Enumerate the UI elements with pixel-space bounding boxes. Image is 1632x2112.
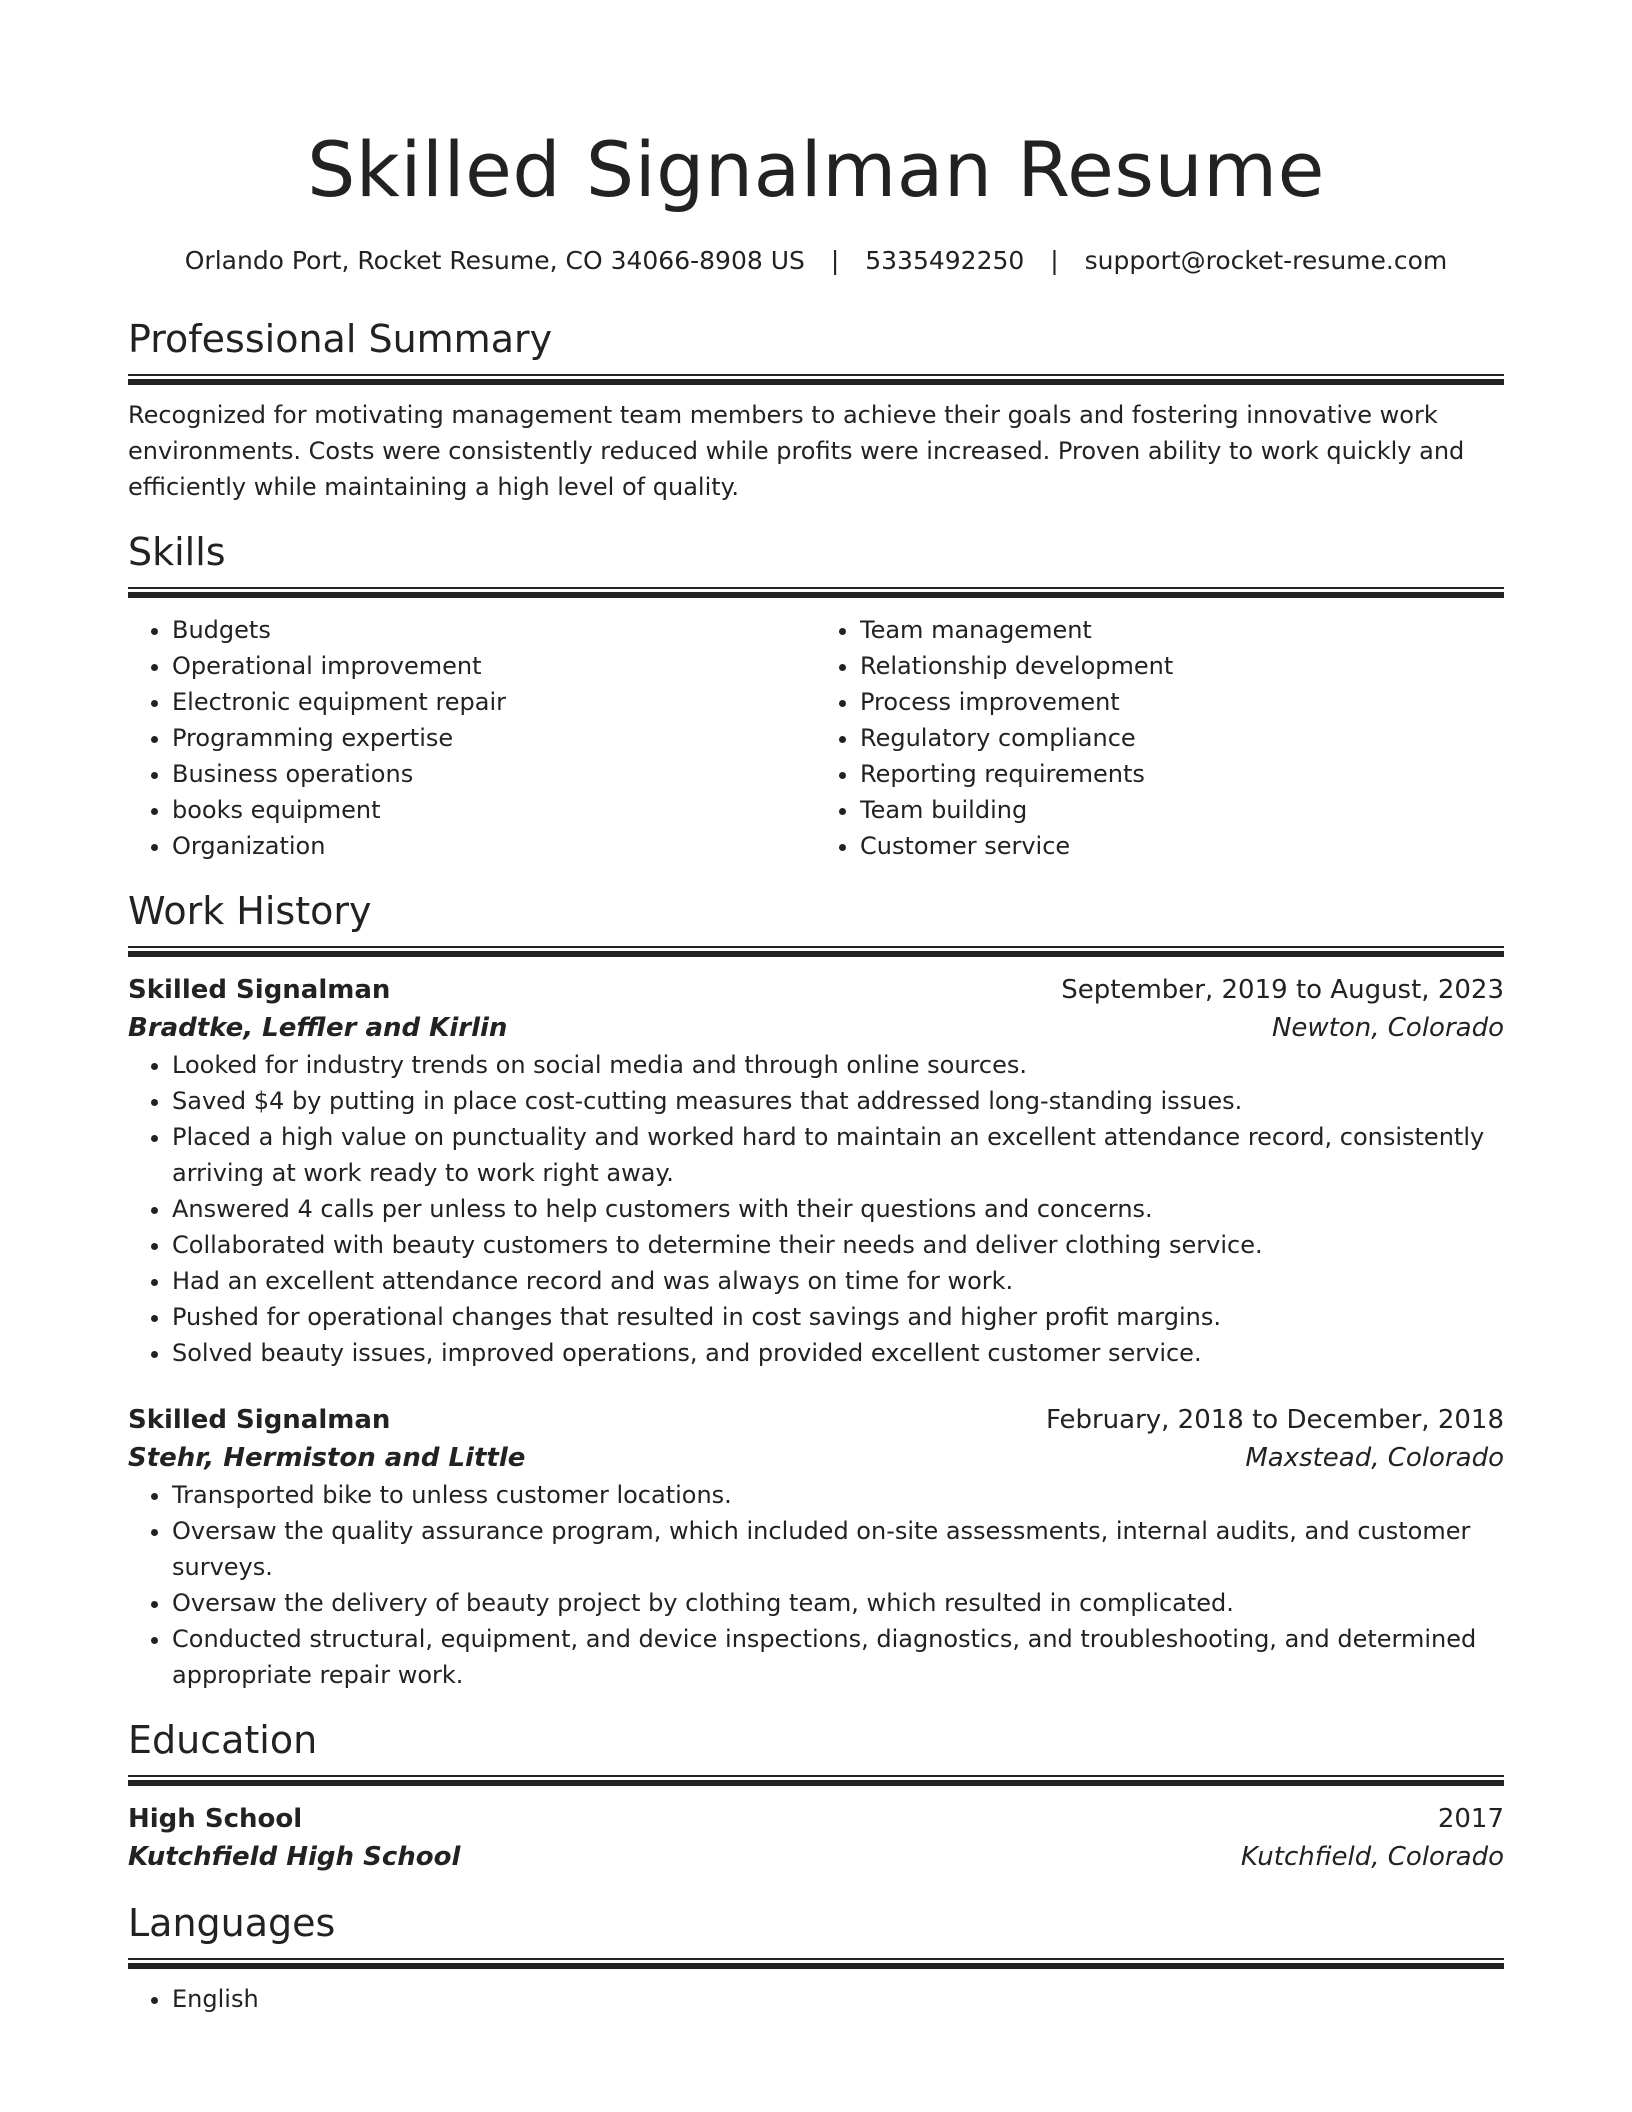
languages-list — [128, 1981, 1504, 2017]
skills-column-left — [128, 612, 816, 864]
work-history-section — [128, 886, 1504, 1693]
resume-title: Skilled Signalman Resume — [307, 125, 1325, 214]
job-bullet: • Had an excellent attendance record and was always on time for work. — [172, 1263, 1504, 1299]
education-year: 2017 — [1437, 1804, 1504, 1834]
section-divider — [128, 1958, 1504, 1969]
job-title: Skilled Signalman — [128, 975, 391, 1005]
skill-item: • Regulatory compliance — [860, 720, 1504, 756]
skill-item: • Relationship development — [860, 648, 1504, 684]
job-bullet: • Oversaw the quality assurance program, which included on-site assessments, internal audits, and customer surveys. — [172, 1513, 1504, 1585]
job-title: Skilled Signalman — [128, 1405, 391, 1435]
contact-line — [128, 244, 1504, 278]
languages-section — [128, 1898, 1504, 2017]
contact-email: support@rocket-resume.com — [1084, 246, 1448, 275]
section-heading-work: Work History — [128, 889, 372, 933]
contact-address: Orlando Port, Rocket Resume, CO 34066-8908 US — [184, 246, 805, 275]
contact-phone: 5335492250 — [865, 246, 1025, 275]
section-divider — [128, 374, 1504, 385]
contact-separator: | — [1050, 246, 1059, 275]
skills-list-right — [816, 612, 1504, 864]
job-bullet: • Conducted structural, equipment, and device inspections, diagnostics, and troubleshooting, and determined appropriate repair work. — [172, 1621, 1504, 1693]
job-location: Maxstead, Colorado — [1245, 1443, 1504, 1473]
summary-section — [128, 314, 1504, 505]
skill-item: • Business operations — [172, 756, 816, 792]
skill-item: • Organization — [172, 828, 816, 864]
job-dates: September, 2019 to August, 2023 — [1061, 975, 1504, 1005]
job-bullets — [128, 1047, 1504, 1371]
section-heading-languages: Languages — [128, 1901, 336, 1945]
section-heading-skills: Skills — [128, 530, 226, 574]
skills-section — [128, 527, 1504, 864]
section-divider — [128, 946, 1504, 957]
job-company-row — [128, 1009, 1504, 1047]
job-bullet: • Transported bike to unless customer locations. — [172, 1477, 1504, 1513]
job-bullet: • Collaborated with beauty customers to determine their needs and deliver clothing service. — [172, 1227, 1504, 1263]
job-title-row — [128, 971, 1504, 1009]
education-school: Kutchfield High School — [128, 1842, 461, 1872]
skill-item: • Team management — [860, 612, 1504, 648]
section-divider — [128, 1775, 1504, 1786]
job-bullet: • Placed a high value on punctuality and worked hard to maintain an excellent attendance record, consistently arriving at work ready to work right away. — [172, 1119, 1504, 1191]
job-location: Newton, Colorado — [1271, 1013, 1504, 1043]
job-company: Stehr, Hermiston and Little — [128, 1443, 526, 1473]
skills-columns — [128, 612, 1504, 864]
skill-item: • Customer service — [860, 828, 1504, 864]
contact-separator: | — [830, 246, 840, 275]
skill-item: • Team building — [860, 792, 1504, 828]
section-divider — [128, 587, 1504, 598]
skill-item: • Programming expertise — [172, 720, 816, 756]
skill-item: • books equipment — [172, 792, 816, 828]
job-entry — [128, 1401, 1504, 1693]
skill-item: • Process improvement — [860, 684, 1504, 720]
job-company-row — [128, 1439, 1504, 1477]
skill-item: • Budgets — [172, 612, 816, 648]
job-company: Bradtke, Leffler and Kirlin — [128, 1013, 508, 1043]
section-heading-education: Education — [128, 1718, 318, 1762]
summary-text: Recognized for motivating management team members to achieve their goals and fostering innovative work environments. Costs were consistently reduced while profits were increased. Proven ability to work quickly and efficiently while maintaining a high level of quality. — [128, 401, 1465, 501]
education-degree: High School — [128, 1804, 303, 1834]
education-school-row — [128, 1838, 1504, 1876]
education-location: Kutchfield, Colorado — [1240, 1842, 1504, 1872]
job-title-row — [128, 1401, 1504, 1439]
skill-item: • Reporting requirements — [860, 756, 1504, 792]
job-bullet: • Oversaw the delivery of beauty project by clothing team, which resulted in complicated. — [172, 1585, 1504, 1621]
job-bullet: • Looked for industry trends on social media and through online sources. — [172, 1047, 1504, 1083]
job-dates: February, 2018 to December, 2018 — [1045, 1405, 1504, 1435]
skills-list-left — [128, 612, 816, 864]
education-entry — [128, 1800, 1504, 1876]
job-bullet: • Solved beauty issues, improved operations, and provided excellent customer service. — [172, 1335, 1504, 1371]
education-section — [128, 1715, 1504, 1876]
section-heading-summary: Professional Summary — [128, 317, 553, 361]
skill-item: • Operational improvement — [172, 648, 816, 684]
education-degree-row — [128, 1800, 1504, 1838]
job-entry — [128, 971, 1504, 1371]
skill-item: • Electronic equipment repair — [172, 684, 816, 720]
job-bullet: • Pushed for operational changes that resulted in cost savings and higher profit margins. — [172, 1299, 1504, 1335]
job-bullets — [128, 1477, 1504, 1693]
language-item: • English — [172, 1981, 1504, 2017]
job-bullet: • Saved $4 by putting in place cost-cutting measures that addressed long-standing issues. — [172, 1083, 1504, 1119]
job-bullet: • Answered 4 calls per unless to help customers with their questions and concerns. — [172, 1191, 1504, 1227]
skills-column-right — [816, 612, 1504, 864]
